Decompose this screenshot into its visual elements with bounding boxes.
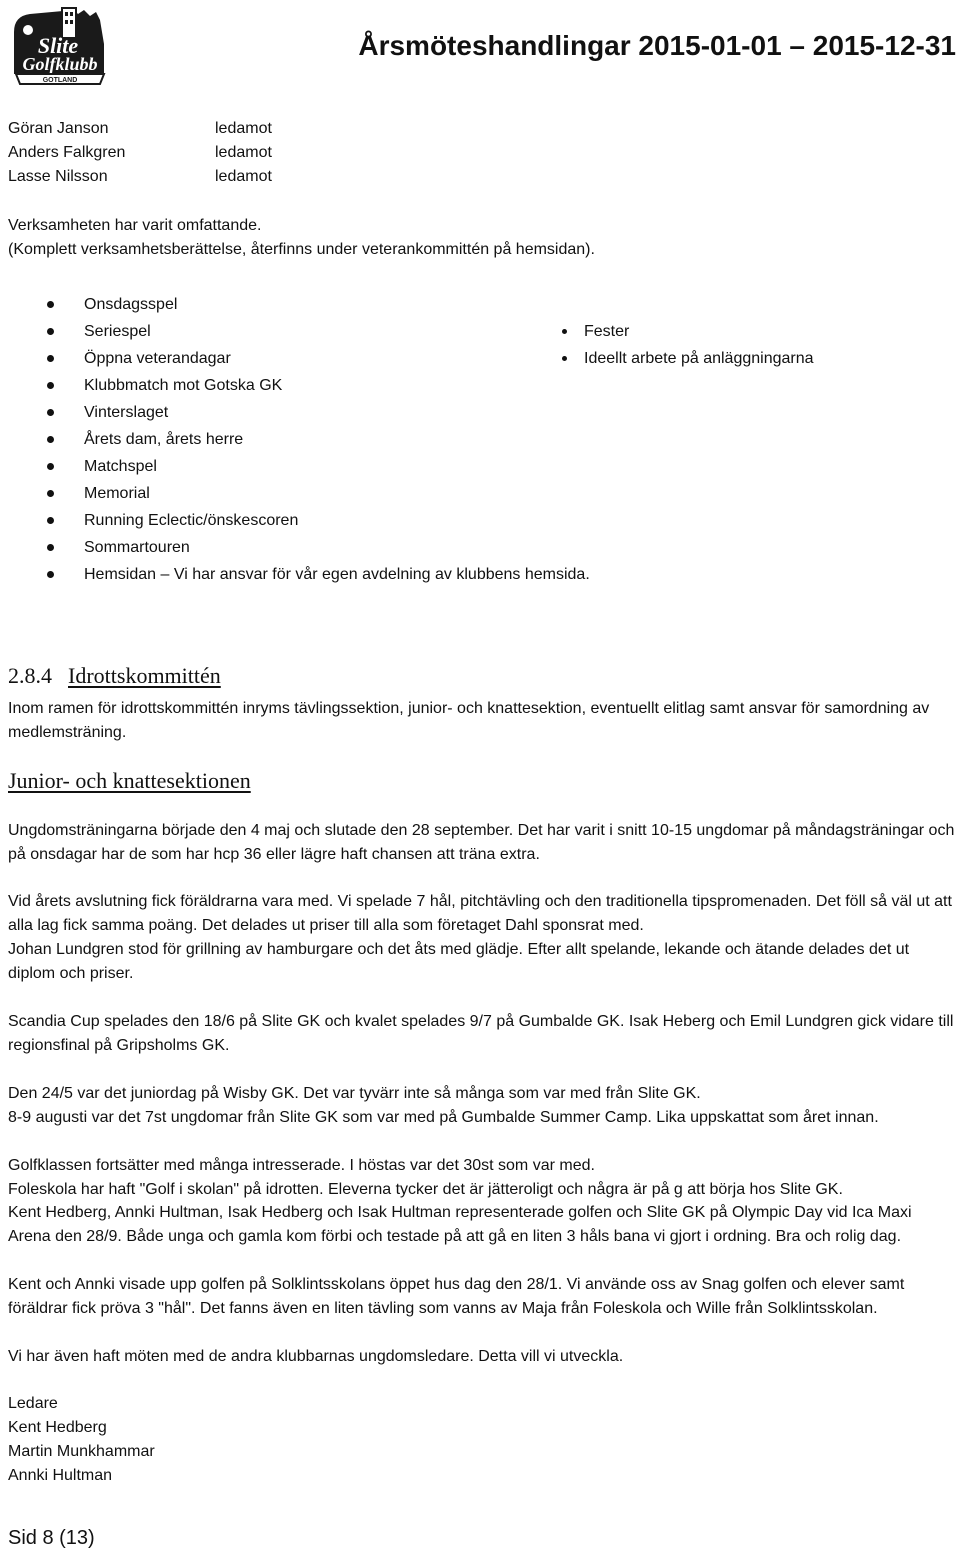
bullet-icon: [47, 301, 54, 308]
bullet-icon: [562, 356, 567, 361]
bullet-icon: [47, 355, 54, 362]
bullet-icon: [47, 409, 54, 416]
list-item: Klubbmatch mot Gotska GK: [0, 372, 590, 399]
list-item: Onsdagsspel: [0, 291, 590, 318]
paragraph: Vi har även haft möten med de andra klubbarnas ungdomsledare. Detta vill vi utveckla.: [8, 1348, 624, 1365]
subsection-title: Junior- och knattesektionen: [8, 768, 251, 793]
paragraph: Den 24/5 var det juniordag på Wisby GK. Det var tyvärr inte så många som var med från Slite GK.: [8, 1085, 701, 1102]
section-number: 2.8.4: [8, 663, 52, 688]
member-name: Anders Falkgren: [8, 144, 126, 161]
section-intro: Inom ramen för idrottskommittén inryms tävlingssektion, junior- och knattesektion, eventuellt elitlag samt ansvar för samordning av medlemsträning.: [8, 700, 930, 741]
document-title: Årsmöteshandlingar 2015-01-01 – 2015-12-31: [358, 30, 956, 61]
list-item: Running Eclectic/önskescoren: [0, 507, 590, 534]
member-row: [8, 141, 272, 165]
list-item: Vinterslaget: [0, 399, 590, 426]
paragraph: Kent och Annki visade upp golfen på Solklintsskolans öppet hus dag den 28/1. Vi använde oss av Snag golfen och elever samt föräldrar fick pröva 3 "hål". Det fanns även en liten tävling som vanns av Maja från Foleskola och Wille från Solklintsskolan.: [8, 1276, 905, 1317]
list-item: Memorial: [0, 480, 590, 507]
club-logo: [4, 4, 116, 88]
paragraph: Kent Hedberg, Annki Hultman, Isak Hedberg och Isak Hultman representerade golfen och Slite GK på Olympic Day vid Ica Maxi Arena den 28/9. Både unga och gamla kom förbi och testade på att gå en liten 3 håls bana vi gjort i ordning. Bra och rolig dag.: [8, 1204, 912, 1245]
paragraph: Foleskola har haft "Golf i skolan" på idrotten. Eleverna tycker det är jätteroligt och några är på g att börja hos Slite GK.: [8, 1181, 843, 1198]
list-item: Fester: [560, 318, 814, 345]
intro-line2: (Komplett verksamhetsberättelse, återfinns under veterankommittén på hemsidan).: [8, 241, 595, 258]
leaders-label: Ledare: [8, 1395, 58, 1412]
list-item: Seriespel: [0, 318, 590, 345]
leader-name: Annki Hultman: [8, 1467, 113, 1484]
leader-name: Martin Munkhammar: [8, 1443, 155, 1460]
section-heading: [8, 663, 221, 689]
member-list: [8, 117, 272, 189]
bullet-icon: [47, 544, 54, 551]
section-title: Idrottskommittén: [68, 663, 221, 688]
member-name: Göran Janson: [8, 120, 109, 137]
list-item: Hemsidan – Vi har ansvar för vår egen avdelning av klubbens hemsida.: [0, 561, 590, 588]
paragraph: Vid årets avslutning fick föräldrarna vara med. Vi spelade 7 hål, pitchtävling och den traditionella tipspromenaden. Det föll så väl ut att alla lag fick samma poäng. Det delades ut priser till alla som företaget Dahl sponsrat med.: [8, 893, 952, 934]
member-role: ledamot: [215, 144, 272, 161]
member-role: ledamot: [215, 120, 272, 137]
list-item: Årets dam, årets herre: [0, 426, 590, 453]
paragraph: Johan Lundgren stod för grillning av hamburgare och det åts med glädje. Efter allt spelande, lekande och ätande delades det ut diplom och priser.: [8, 941, 910, 982]
paragraph: Scandia Cup spelades den 18/6 på Slite GK och kvalet spelades 9/7 på Gumbalde GK. Isak Heberg och Emil Lundgren gick vidare till regionsfinal på Gripsholms GK.: [8, 1013, 954, 1054]
logo-line1: Slite: [37, 33, 79, 58]
page-number: Sid 8 (13): [8, 1527, 95, 1549]
logo-line2: Golfklubb: [22, 54, 98, 74]
member-row: [8, 117, 272, 141]
leaders-block: [8, 1392, 956, 1488]
bullet-icon: [47, 436, 54, 443]
member-row: [8, 165, 272, 189]
activity-list: [0, 291, 590, 588]
subsection-heading: [8, 768, 251, 794]
intro-text: [8, 214, 956, 262]
list-item: Öppna veterandagar: [0, 345, 590, 372]
bullet-icon: [47, 517, 54, 524]
paragraph: Ungdomsträningarna började den 4 maj och slutade den 28 september. Det har varit i snitt 10-15 ungdomar på måndagsträningar och på onsdagar har de som har hcp 36 eller lägre haft chansen att träna extra.: [8, 822, 955, 863]
list-item: Ideellt arbete på anläggningarna: [560, 345, 814, 372]
bullet-icon: [47, 382, 54, 389]
paragraph: 8-9 augusti var det 7st ungdomar från Slite GK som var med på Gumbalde Summer Camp. Lika uppskattat som året innan.: [8, 1109, 879, 1126]
bullet-icon: [562, 329, 567, 334]
bullet-icon: [47, 328, 54, 335]
bullet-icon: [47, 571, 54, 578]
bullet-icon: [47, 490, 54, 497]
intro-line1: Verksamheten har varit omfattande.: [8, 217, 262, 234]
member-name: Lasse Nilsson: [8, 168, 108, 185]
paragraph: Golfklassen fortsätter med många intresserade. I höstas var det 30st som var med.: [8, 1157, 595, 1174]
list-item: Matchspel: [0, 453, 590, 480]
logo-line3: GOTLAND: [42, 77, 78, 84]
bullet-icon: [47, 463, 54, 470]
leader-name: Kent Hedberg: [8, 1419, 107, 1436]
list-item: Sommartouren: [0, 534, 590, 561]
activity-list-right: [560, 318, 814, 372]
member-role: ledamot: [215, 168, 272, 185]
